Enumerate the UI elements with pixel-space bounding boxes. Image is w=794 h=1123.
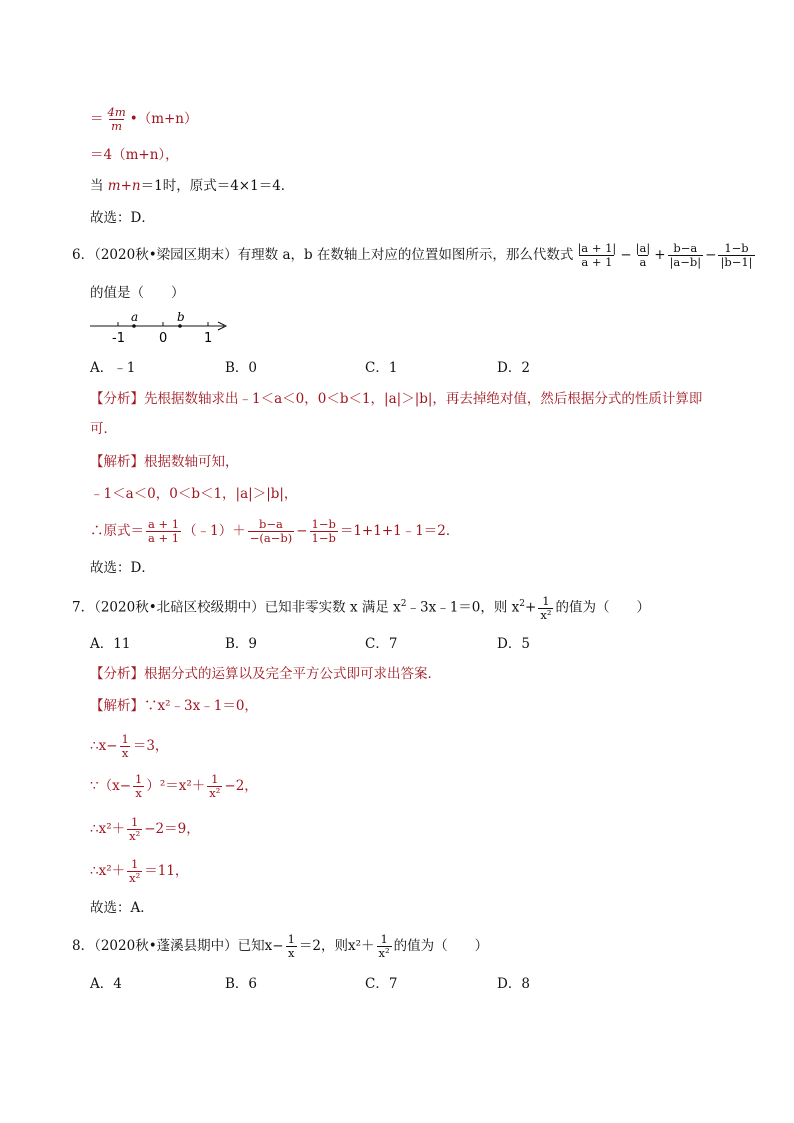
- q7-step-3: [90, 773, 258, 800]
- text: ﹣3x﹣1＝0，则 x: [406, 599, 520, 616]
- text: 先根据数轴求出﹣1＜a＜0，0＜b＜1，|a|＞|b|，再去掉绝对值，然后根据分式的性质计算即: [144, 391, 703, 407]
- text: 根据分式的运算以及完全平方公式即可求出答案．: [144, 666, 441, 682]
- q7-step-4: [90, 816, 200, 843]
- point-a: [132, 324, 136, 328]
- fraction: $\frac{|a|}{a}$: [635, 241, 651, 269]
- text: ＝3，: [132, 738, 169, 754]
- prev-step-2: ＝4（m+n），: [90, 147, 179, 163]
- text: 8．（2020秋•蓬溪县期中）已知x−: [72, 938, 284, 954]
- prev-answer: 故选：D．: [90, 210, 155, 226]
- solution-tag: 【解析】: [90, 698, 144, 714]
- fraction: $\frac{1-b}{1-b}$: [311, 517, 336, 545]
- text: •（m+n）: [129, 111, 198, 127]
- q8-stem: [72, 933, 488, 960]
- q7-step-2: [90, 733, 168, 760]
- number-line-figure: [88, 308, 233, 348]
- q7-answer: 故选：A．: [90, 900, 154, 916]
- q6-answer: 故选：D．: [90, 560, 155, 576]
- prev-step-1: [90, 106, 198, 133]
- q6-solution-3: [90, 518, 459, 545]
- text: 的值为（ ）: [393, 938, 489, 954]
- fraction: $\frac{1}{x}$: [121, 732, 129, 760]
- fraction: $\frac{1}{\text{x²}}$: [129, 815, 141, 843]
- fraction: $\frac{1}{x}$: [287, 932, 295, 960]
- label-b: b: [177, 310, 185, 324]
- text: ＝2，则x²＋: [298, 938, 375, 954]
- q6-stem: [72, 242, 757, 269]
- tick-label: -1: [112, 331, 125, 346]
- fraction: $\frac{1}{\text{x²}}$: [378, 932, 390, 960]
- q8-option-c: C．7: [365, 976, 398, 992]
- q6-option-c: C．1: [365, 360, 398, 376]
- fraction: $\frac{1}{x}$: [135, 772, 143, 800]
- q6-option-b: B．0: [225, 360, 258, 376]
- tick-label: 1: [204, 331, 213, 346]
- fraction: $\frac{b-a}{-(a-b)}$: [249, 517, 293, 545]
- fraction: $\frac{a + 1}{a + 1}$: [148, 517, 180, 545]
- text: −2＝9，: [144, 821, 200, 837]
- q7-analysis: [90, 664, 441, 684]
- q7-option-c: C．7: [365, 636, 398, 652]
- q6-solution: [90, 452, 239, 472]
- text: 的值为（ ）: [555, 599, 650, 616]
- text: ）²＝x²＋: [146, 778, 206, 794]
- q8-option-a: A．4: [90, 976, 122, 992]
- fraction: $\frac{1}{\text{x²}}$: [540, 593, 552, 622]
- text: ∴x²＋: [90, 821, 126, 837]
- q7-stem: [72, 594, 650, 622]
- analysis-tag: 【分析】: [90, 666, 144, 682]
- fraction: $\frac{1}{\text{x²}}$: [129, 857, 141, 885]
- q7-solution: [90, 696, 258, 716]
- fraction: $\frac{4m}{m}$: [107, 105, 126, 133]
- q7-option-d: D．5: [497, 636, 530, 652]
- solution-tag: 【解析】: [90, 454, 144, 470]
- fraction: $\frac{b-a}{|a-b|}$: [669, 241, 702, 269]
- text: ∴x²＋: [90, 863, 126, 879]
- q6-analysis-2: 可．: [90, 421, 117, 437]
- text: m+n: [107, 178, 141, 194]
- q6-option-d: D．2: [497, 360, 530, 376]
- text: ∴x−: [90, 738, 118, 754]
- text: −: [705, 247, 717, 263]
- text: 7．（2020秋•北碚区校级期中）已知非零实数 x 满足 x: [72, 599, 401, 616]
- text: 2: [519, 599, 526, 609]
- q7-option-b: B．9: [225, 636, 258, 652]
- text: 2: [400, 599, 407, 609]
- q7-option-a: A．11: [90, 636, 131, 652]
- q6-stem-end: 的值是（ ）: [90, 285, 185, 301]
- q8-option-b: B．6: [225, 976, 258, 992]
- text: −: [620, 247, 632, 263]
- fraction: $\frac{1}{\text{x²}}$: [209, 772, 221, 800]
- text: ＝11，: [144, 863, 189, 879]
- text: （﹣1）＋: [183, 523, 246, 539]
- prev-step-3: [90, 176, 294, 196]
- fraction: $\frac{1-b}{|b-1|}$: [720, 241, 753, 269]
- text: ＝1+1+1﹣1＝2．: [339, 523, 460, 539]
- text: ∵（x−: [90, 778, 132, 794]
- text: ∵x²﹣3x﹣1＝0，: [144, 698, 258, 714]
- label-a: a: [131, 310, 139, 324]
- q6-solution-2: ﹣1＜a＜0，0＜b＜1，|a|＞|b|，: [90, 486, 298, 502]
- text: +: [525, 599, 537, 616]
- point-b: [178, 324, 182, 328]
- tick-label: 0: [159, 331, 168, 346]
- text: ∴原式＝: [90, 523, 144, 539]
- text: −: [296, 523, 308, 539]
- text: +: [654, 247, 666, 263]
- text: −2，: [224, 778, 258, 794]
- fraction: $\frac{|a + 1|}{a + 1}$: [577, 241, 617, 269]
- q7-step-5: [90, 858, 188, 885]
- text: ＝1时，原式＝4×1＝4．: [140, 178, 295, 194]
- q8-option-d: D．8: [497, 976, 530, 992]
- analysis-tag: 【分析】: [90, 391, 144, 407]
- q6-option-a: A．﹣1: [90, 360, 136, 376]
- text: 当: [90, 178, 108, 194]
- text: 6．（2020秋•梁园区期末）有理数 a，b 在数轴上对应的位置如图所示，那么代数式: [72, 247, 574, 263]
- q6-analysis: [90, 389, 702, 409]
- text: ＝: [90, 111, 104, 127]
- text: 根据数轴可知，: [144, 454, 239, 470]
